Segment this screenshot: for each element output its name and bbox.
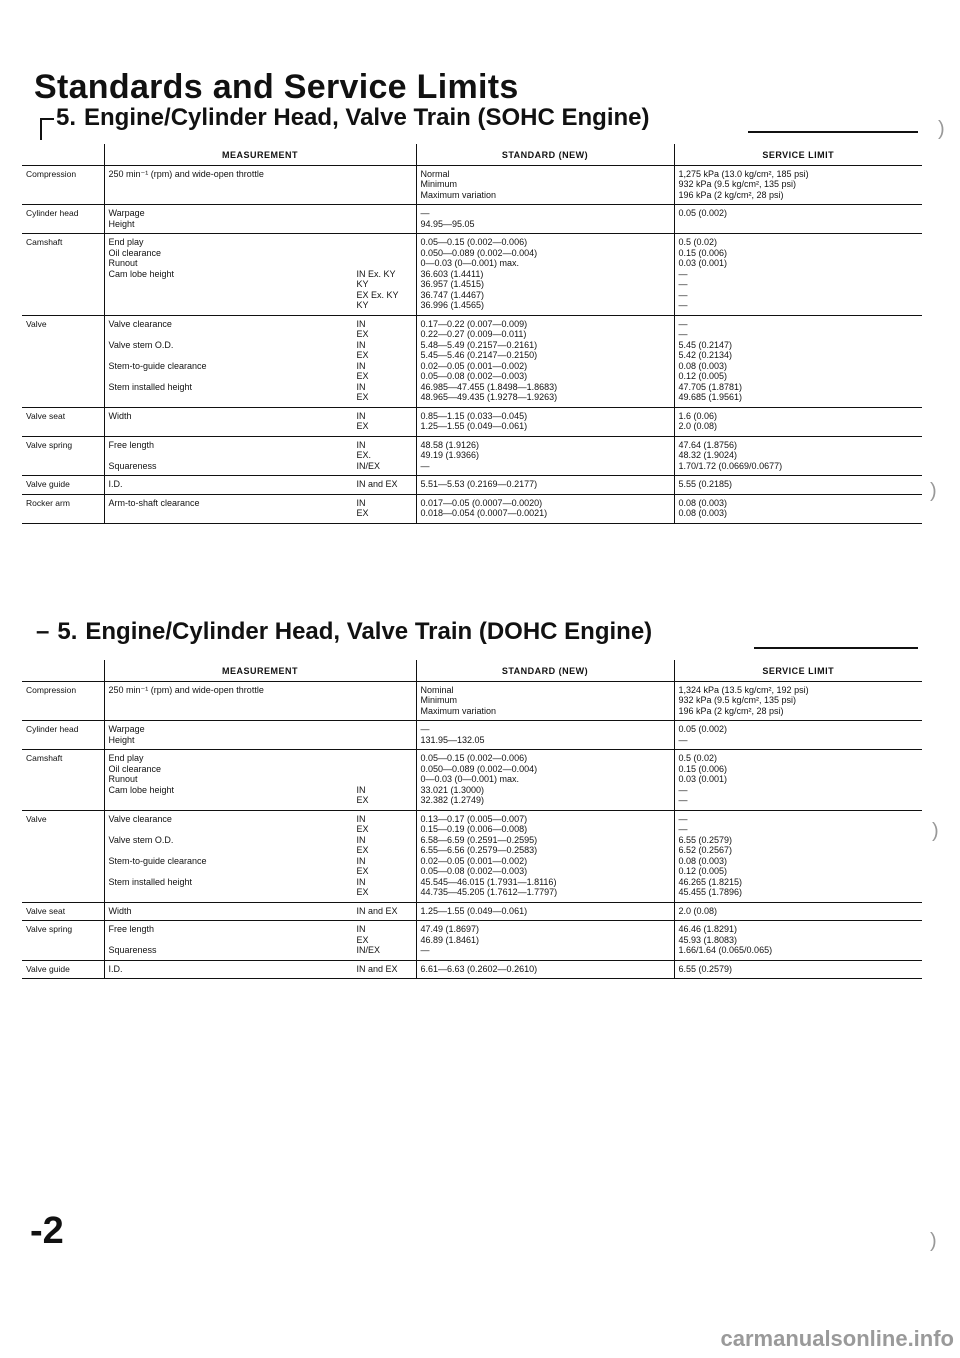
dohc-spec-table — [22, 660, 922, 979]
dohc-section-text: Engine/Cylinder Head, Valve Train (DOHC Engine) — [85, 618, 653, 645]
table-row — [22, 721, 922, 750]
row-measurement-cell — [104, 681, 416, 721]
row-tags — [357, 208, 413, 229]
sohc-spec-table — [22, 144, 922, 524]
header-measurement: MEASUREMENT — [104, 660, 416, 681]
row-component: Valve spring — [22, 921, 104, 961]
row-standard: — 131.95—132.05 — [416, 721, 674, 750]
row-standard: Normal Minimum Maximum variation — [416, 165, 674, 205]
section-rule-right — [748, 131, 918, 133]
row-measurement-cell — [104, 205, 416, 234]
row-component: Valve guide — [22, 476, 104, 495]
table-row — [22, 681, 922, 721]
row-standard: 1.25—1.55 (0.049—0.061) — [416, 902, 674, 921]
watermark: carmanualsonline.info — [720, 1326, 954, 1351]
row-measurement: I.D. — [108, 479, 123, 489]
section-bracket — [40, 118, 42, 140]
row-measurement-cell — [104, 721, 416, 750]
row-standard: 48.58 (1.9126) 49.19 (1.9366) — — [416, 436, 674, 476]
row-measurement: 250 min⁻¹ (rpm) and wide-open throttle — [108, 684, 264, 695]
table-row — [22, 750, 922, 811]
row-component: Cylinder head — [22, 205, 104, 234]
row-measurement: Arm-to-shaft clearance — [108, 497, 200, 508]
page-edge-mark: ) — [938, 118, 945, 140]
row-service-limit: 47.64 (1.8756) 48.32 (1.9024) 1.70/1.72 (0.0669/0.0677) — [674, 436, 922, 476]
row-service-limit: 1,275 kPa (13.0 kg/cm², 185 psi) 932 kPa (9.5 kg/cm², 135 psi) 196 kPa (2 kg/cm², 28 psi) — [674, 165, 922, 205]
table-row — [22, 494, 922, 523]
row-component: Camshaft — [22, 750, 104, 811]
row-service-limit: 46.46 (1.8291) 45.93 (1.8083) 1.66/1.64 (0.065/0.065) — [674, 921, 922, 961]
row-measurement-cell — [104, 494, 416, 523]
row-component: Valve seat — [22, 902, 104, 921]
header-standard: STANDARD (NEW) — [416, 660, 674, 681]
row-measurement: Valve clearance Valve stem O.D. Stem-to-guide clearance Stem installed height — [108, 318, 207, 392]
row-tags: IN and EX — [356, 479, 398, 489]
section-rule-right — [754, 647, 918, 649]
table-row — [22, 810, 922, 902]
page-edge-mark: ) — [932, 820, 939, 842]
row-service-limit: 6.55 (0.2579) — [674, 960, 922, 979]
row-tags: IN EX IN/EX — [356, 924, 381, 955]
table-header-row — [22, 660, 922, 681]
row-measurement: Warpage Height — [108, 208, 145, 229]
row-measurement-cell — [104, 165, 416, 205]
row-service-limit: 0.05 (0.002) — [674, 205, 922, 234]
row-component: Valve — [22, 315, 104, 407]
table-row — [22, 315, 922, 407]
table-row — [22, 407, 922, 436]
page-edge-mark: ) — [930, 1230, 937, 1252]
row-tags: IN Ex. KY KY EX Ex. KY KY — [356, 268, 399, 310]
row-service-limit: — — 5.45 (0.2147) 5.42 (0.2134) 0.08 (0.003) 0.12 (0.005) 47.705 (1.8781) 49.685 (1.9561) — [674, 315, 922, 407]
row-component: Rocker arm — [22, 494, 104, 523]
header-component — [22, 660, 104, 681]
row-standard: 6.61—6.63 (0.2602—0.2610) — [416, 960, 674, 979]
row-tags: IN and EX — [356, 963, 398, 974]
row-component: Valve seat — [22, 407, 104, 436]
row-measurement: End play Oil clearance Runout Cam lobe height — [108, 237, 175, 279]
table-header-row — [22, 144, 922, 165]
sohc-section-number: 5. — [56, 104, 77, 131]
row-measurement-cell — [104, 436, 416, 476]
row-measurement: Free length Squareness — [108, 439, 157, 471]
page-number: -2 — [30, 1210, 64, 1252]
row-service-limit: 0.5 (0.02) 0.15 (0.006) 0.03 (0.001) — — — [674, 750, 922, 811]
row-service-limit: 1,324 kPa (13.5 kg/cm², 192 psi) 932 kPa (9.5 kg/cm², 135 psi) 196 kPa (2 kg/cm², 28 psi) — [674, 681, 922, 721]
header-service-limit: SERVICE LIMIT — [674, 660, 922, 681]
table-row — [22, 436, 922, 476]
page-edge-mark: ) — [930, 480, 937, 502]
row-standard: 0.05—0.15 (0.002—0.006) 0.050—0.089 (0.002—0.004) 0—0.03 (0—0.001) max. 33.021 (1.3000) 32.382 (1.2749) — [416, 750, 674, 811]
header-measurement: MEASUREMENT — [104, 144, 416, 165]
row-measurement: I.D. — [108, 963, 123, 974]
row-service-limit: 1.6 (0.06) 2.0 (0.08) — [674, 407, 922, 436]
row-measurement-cell — [104, 750, 416, 811]
row-measurement-cell — [104, 960, 416, 979]
row-service-limit: 0.5 (0.02) 0.15 (0.006) 0.03 (0.001) — — — — — [674, 234, 922, 316]
row-component: Valve guide — [22, 960, 104, 979]
dohc-section-number: 5. — [57, 618, 78, 645]
row-component: Valve — [22, 810, 104, 902]
row-measurement: Warpage Height — [108, 724, 145, 745]
row-measurement: Width — [108, 410, 132, 421]
sohc-section-text: Engine/Cylinder Head, Valve Train (SOHC Engine) — [84, 104, 650, 131]
row-measurement-cell — [104, 476, 416, 495]
table-row — [22, 921, 922, 961]
row-component: Camshaft — [22, 234, 104, 316]
row-service-limit: 2.0 (0.08) — [674, 902, 922, 921]
row-component: Compression — [22, 165, 104, 205]
table-row — [22, 165, 922, 205]
row-standard: — 94.95—95.05 — [416, 205, 674, 234]
dohc-section-prefix: – — [36, 618, 50, 645]
table-row — [22, 234, 922, 316]
table-row — [22, 960, 922, 979]
section-rule-left — [40, 118, 54, 120]
row-measurement: Width — [108, 905, 132, 916]
sohc-section-title — [56, 104, 649, 132]
row-tags: IN EX IN EX IN EX IN EX — [356, 318, 369, 402]
row-tags: IN EX IN EX IN EX IN EX — [356, 813, 369, 897]
header-standard: STANDARD (NEW) — [416, 144, 674, 165]
row-tags: IN EX — [356, 410, 369, 431]
table-row — [22, 205, 922, 234]
row-measurement: Valve clearance Valve stem O.D. Stem-to-guide clearance Stem installed height — [108, 813, 207, 887]
page-title: Standards and Service Limits — [34, 68, 519, 106]
row-standard: 0.017—0.05 (0.0007—0.0020) 0.018—0.054 (0.0007—0.0021) — [416, 494, 674, 523]
row-standard: 0.13—0.17 (0.005—0.007) 0.15—0.19 (0.006—0.008) 6.58—6.59 (0.2591—0.2595) 6.55—6.56 (0.2579—0.2583) 0.02—0.05 (0.001—0.002) 0.05—0.08 (0.002—0.003) 45.545—46.015 (1.7931—1.8116) 44.735—45.205 (1.7612—1.7797) — [416, 810, 674, 902]
dohc-section-title — [36, 618, 652, 646]
row-standard: Nominal Minimum Maximum variation — [416, 681, 674, 721]
row-measurement-cell — [104, 315, 416, 407]
header-service-limit: SERVICE LIMIT — [674, 144, 922, 165]
row-standard: 0.05—0.15 (0.002—0.006) 0.050—0.089 (0.002—0.004) 0—0.03 (0—0.001) max. 36.603 (1.4411) 36.957 (1.4515) 36.747 (1.4467) 36.996 (1.4565) — [416, 234, 674, 316]
row-tags: IN EX. IN/EX — [356, 439, 381, 471]
row-measurement-cell — [104, 921, 416, 961]
row-tags: IN EX — [356, 784, 369, 805]
row-tags — [357, 169, 413, 180]
row-service-limit: — — 6.55 (0.2579) 6.52 (0.2567) 0.08 (0.003) 0.12 (0.005) 46.265 (1.8215) 45.455 (1.7896) — [674, 810, 922, 902]
row-measurement: Free length Squareness — [108, 924, 157, 955]
row-measurement-cell — [104, 902, 416, 921]
row-service-limit: 0.08 (0.003) 0.08 (0.003) — [674, 494, 922, 523]
row-measurement: End play Oil clearance Runout Cam lobe height — [108, 753, 175, 795]
table-row — [22, 476, 922, 495]
table-row — [22, 902, 922, 921]
row-tags — [357, 685, 413, 696]
row-standard: 0.85—1.15 (0.033—0.045) 1.25—1.55 (0.049—0.061) — [416, 407, 674, 436]
row-service-limit: 5.55 (0.2185) — [674, 476, 922, 495]
row-measurement: 250 min⁻¹ (rpm) and wide-open throttle — [108, 168, 264, 179]
row-component: Valve spring — [22, 436, 104, 476]
row-measurement-cell — [104, 234, 416, 316]
row-tags: IN EX — [356, 497, 369, 518]
row-standard: 0.17—0.22 (0.007—0.009) 0.22—0.27 (0.009—0.011) 5.48—5.49 (0.2157—0.2161) 5.45—5.46 (0.2147—0.2150) 0.02—0.05 (0.001—0.002) 0.05—0.08 (0.002—0.003) 46.985—47.455 (1.8498—1.8683) 48.965—49.435 (1.9278—1.9263) — [416, 315, 674, 407]
row-tags — [357, 724, 413, 745]
row-service-limit: 0.05 (0.002) — — [674, 721, 922, 750]
row-component: Compression — [22, 681, 104, 721]
row-standard: 47.49 (1.8697) 46.89 (1.8461) — — [416, 921, 674, 961]
header-component — [22, 144, 104, 165]
row-component: Cylinder head — [22, 721, 104, 750]
row-tags: IN and EX — [356, 905, 398, 916]
row-measurement-cell — [104, 407, 416, 436]
row-measurement-cell — [104, 810, 416, 902]
row-standard: 5.51—5.53 (0.2169—0.2177) — [416, 476, 674, 495]
